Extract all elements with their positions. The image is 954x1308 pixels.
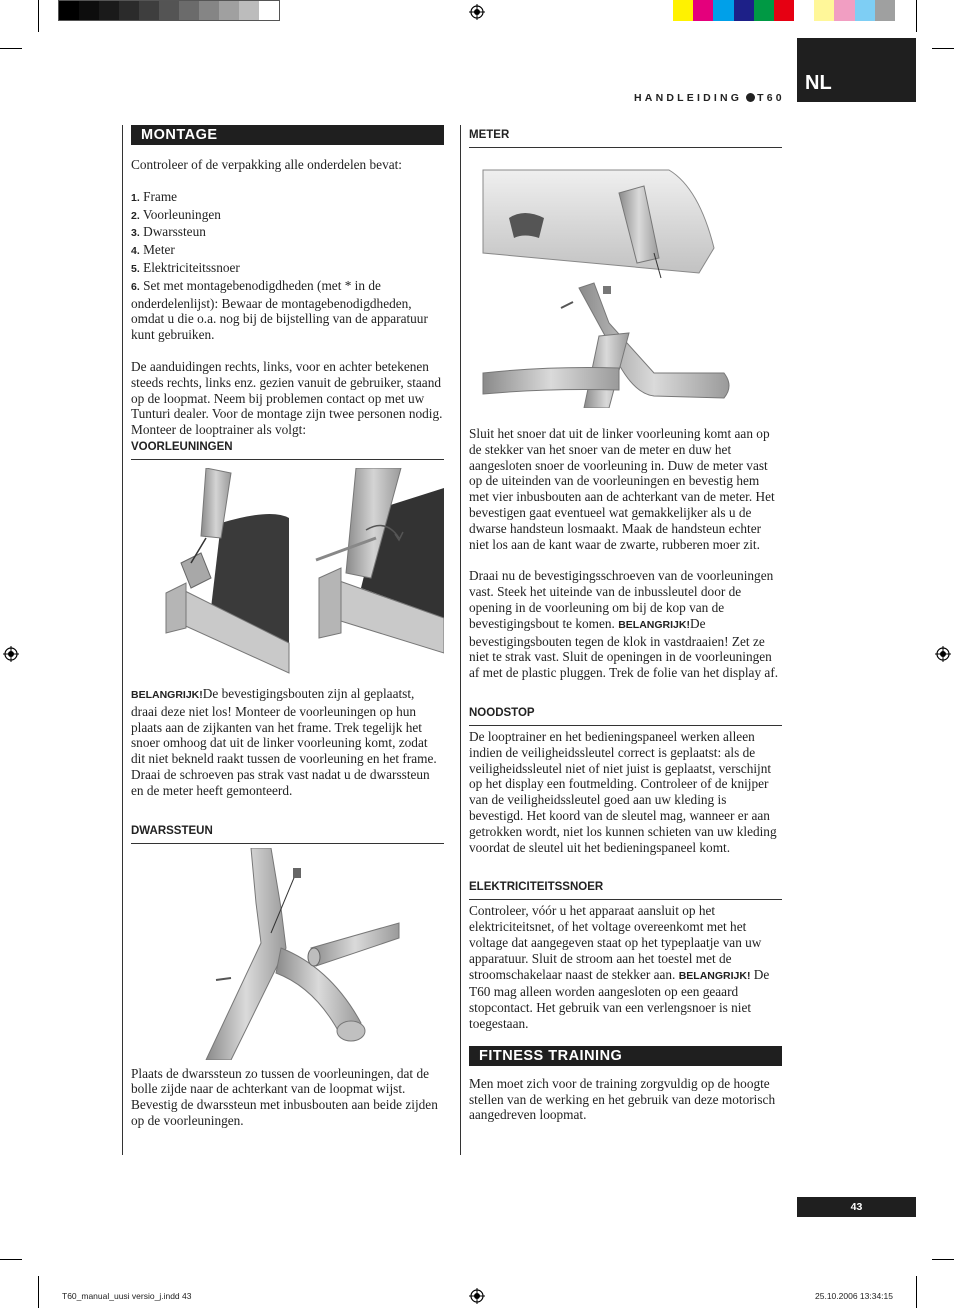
subsection-title-meter: METER — [469, 129, 782, 148]
gray-swatch — [259, 1, 279, 20]
voorleuningen-text: BELANGRIJK!De bevestigingsbouten zijn al geplaatst, draai deze niet los! Monteer de voorleuningen op hun plaats aan de zijkanten van het frame. Trek tegelijk het snoer omhoog dat uit de linker voorleuning komt, zodat dit niet bekneld raakt tussen de voorleuning en het frame. Draai de schroeven pas strak vast nadat u de dwarssteun en de meter heeft gemonteerd. — [131, 685, 437, 798]
meter-assembly-illustration — [469, 168, 782, 408]
footer-filename: T60_manual_uusi versio_j.indd 43 — [62, 1291, 192, 1301]
color-swatch — [834, 0, 854, 21]
important-label: BELANGRIJK! — [618, 618, 690, 631]
page-number: 43 — [797, 1197, 916, 1217]
registration-mark-icon — [935, 646, 951, 662]
subsection-title-voorleuningen: VOORLEUNINGEN — [131, 441, 444, 460]
column-divider-left — [122, 125, 123, 1155]
section-title-fitness-training: FITNESS TRAINING — [469, 1046, 782, 1066]
color-calibration-strip — [673, 0, 895, 21]
color-swatch — [693, 0, 713, 21]
meter-text-1: Sluit het snoer dat uit de linker voorleuning komt aan op de stekker van het snoer van de meter en duw het aangesloten snoer de voorleuning in. Duw de meter vast op de uiteinden van de voorleuningen en bevestig hem met vier inbusbouten aan de achterkant van de meter. Het bevestigen gaat eventueel wat gemakkelijker als u de dwarse handsteun losmaakt. Maak de handsteun echter niet los aan de kant waar de zwarte, rubberen moer zit. — [469, 426, 775, 552]
subsection-title-elektriciteitssnoer: ELEKTRICITEITSSNOER — [469, 881, 782, 900]
color-swatch — [713, 0, 733, 21]
footer-timestamp: 25.10.2006 13:34:15 — [815, 1291, 893, 1301]
montage-directions: De aanduidingen rechts, links, voor en achter betekenen steeds rechts, links enz. gezien vanuit de gebruiker, staand op de loopmat. Neem bij problemen contact op met uw Tunturi dealer. Voor de montage zijn twee personen nodig. Monteer de looptrainer als volgt: — [131, 358, 443, 438]
list-item: 1. Frame — [131, 188, 178, 204]
gray-swatch — [139, 1, 159, 20]
parts-list — [131, 189, 444, 343]
fitness-text: Men moet zich voor de training zorgvuldig op de hoogte stellen van de werking en het gebruik van deze motorisch aangedreven loopmat. — [469, 1075, 776, 1123]
model-label: T60 — [757, 92, 785, 104]
montage-intro: Controleer of de verpakking alle onderdelen bevat: — [131, 157, 403, 172]
gray-swatch — [179, 1, 199, 20]
gray-swatch — [79, 1, 99, 20]
gray-swatch — [219, 1, 239, 20]
subsection-title-noodstop: NOODSTOP — [469, 707, 782, 726]
color-swatch — [855, 0, 875, 21]
dwarssteun-text: Plaats de dwarssteun zo tussen de voorleuningen, dat de bolle zijde naar de achterkant van de loopmat wijst. Bevestig de dwarssteun met inbusbouten aan beide zijden op de voorleuningen. — [131, 1065, 438, 1128]
language-tab — [797, 38, 916, 102]
color-swatch — [774, 0, 794, 21]
gray-swatch — [119, 1, 139, 20]
list-item: 6. Set met montagebenodigdheden (met * in de onderdelenlijst): Bewaar de montagebenodigdheden, omdat u die o.a. nog bij de bijstelling van de apparatuur kunt gebruiken. — [131, 277, 428, 343]
crossbar-assembly-illustration — [131, 848, 444, 1060]
color-swatch — [673, 0, 693, 21]
important-label: BELANGRIJK! — [678, 969, 751, 982]
language-code: NL — [805, 72, 832, 94]
color-swatch — [875, 0, 895, 21]
subsection-title-dwarssteun: DWARSSTEUN — [131, 825, 444, 844]
meter-text-2: Draai nu de bevestigingsschroeven van de voorleuningen vast. Steek het uiteinde van de inbussleutel door de opening in de voorleuning om bij de kop van de bevestigingsbout te komen. BELANGRIJK!De bevestigingsbouten tegen de klok in vastdraaien! Zet ze niet te strak vast. Sluit de openingen in de voorleuningen af met de plastic pluggen. Trek de folie van het display af. — [469, 568, 779, 681]
registration-mark-icon — [3, 646, 19, 662]
running-header — [634, 92, 785, 104]
right-column — [469, 125, 782, 1123]
list-item: 4. Meter — [131, 242, 175, 258]
gray-swatch — [99, 1, 119, 20]
list-item: 2. Voorleuningen — [131, 206, 221, 222]
gray-calibration-strip — [58, 0, 280, 21]
elektriciteitssnoer-text: Controleer, vóór u het apparaat aansluit op het elektriciteitsnet, of het voltage overeenkomt met het voltage dat aangegeven staat op het typeplaatje van uw apparatuur. Sluit de stroom aan het toestel met de stroomschakelaar naast de stekker aan. BELANGRIJK! De T60 mag alleen worden aangesloten op een geaard stopcontact. Het gebruik van een verlengsnoer is niet toegestaan. — [469, 903, 770, 1031]
left-column — [131, 125, 444, 1129]
color-swatch — [734, 0, 754, 21]
color-swatch — [814, 0, 834, 21]
column-divider-middle — [460, 125, 461, 1155]
gray-swatch — [239, 1, 259, 20]
color-swatch — [794, 0, 814, 21]
list-item: 3. Dwarssteun — [131, 224, 206, 240]
gray-swatch — [199, 1, 219, 20]
list-item: 5. Elektriciteitssnoer — [131, 259, 240, 275]
color-swatch — [754, 0, 774, 21]
section-title-montage: MONTAGE — [131, 125, 444, 145]
registration-mark-icon — [469, 1288, 485, 1304]
bullet-icon — [746, 93, 755, 102]
gray-swatch — [159, 1, 179, 20]
registration-mark-icon — [469, 4, 485, 20]
manual-label: HANDLEIDING — [634, 92, 743, 104]
important-label: BELANGRIJK! — [131, 688, 203, 701]
gray-swatch — [59, 1, 79, 20]
noodstop-text: De looptrainer en het bedieningspaneel werken alleen indien de veiligheidssleutel correct is geplaatst: als de veiligheidssleutel niet of niet juist is geplaatst, verschijnt op het display een foutmelding. Controleer of de knijper van de veiligheidssleutel goed aan uw kleding is bevestigd. Het koord van de sleutel mag, wanneer er aan getrokken wordt, niet los kunnen schieten van uw kleding voordat de sleutel uit het bedieningspaneel komt. — [469, 728, 777, 855]
handrail-assembly-illustration — [131, 468, 444, 682]
